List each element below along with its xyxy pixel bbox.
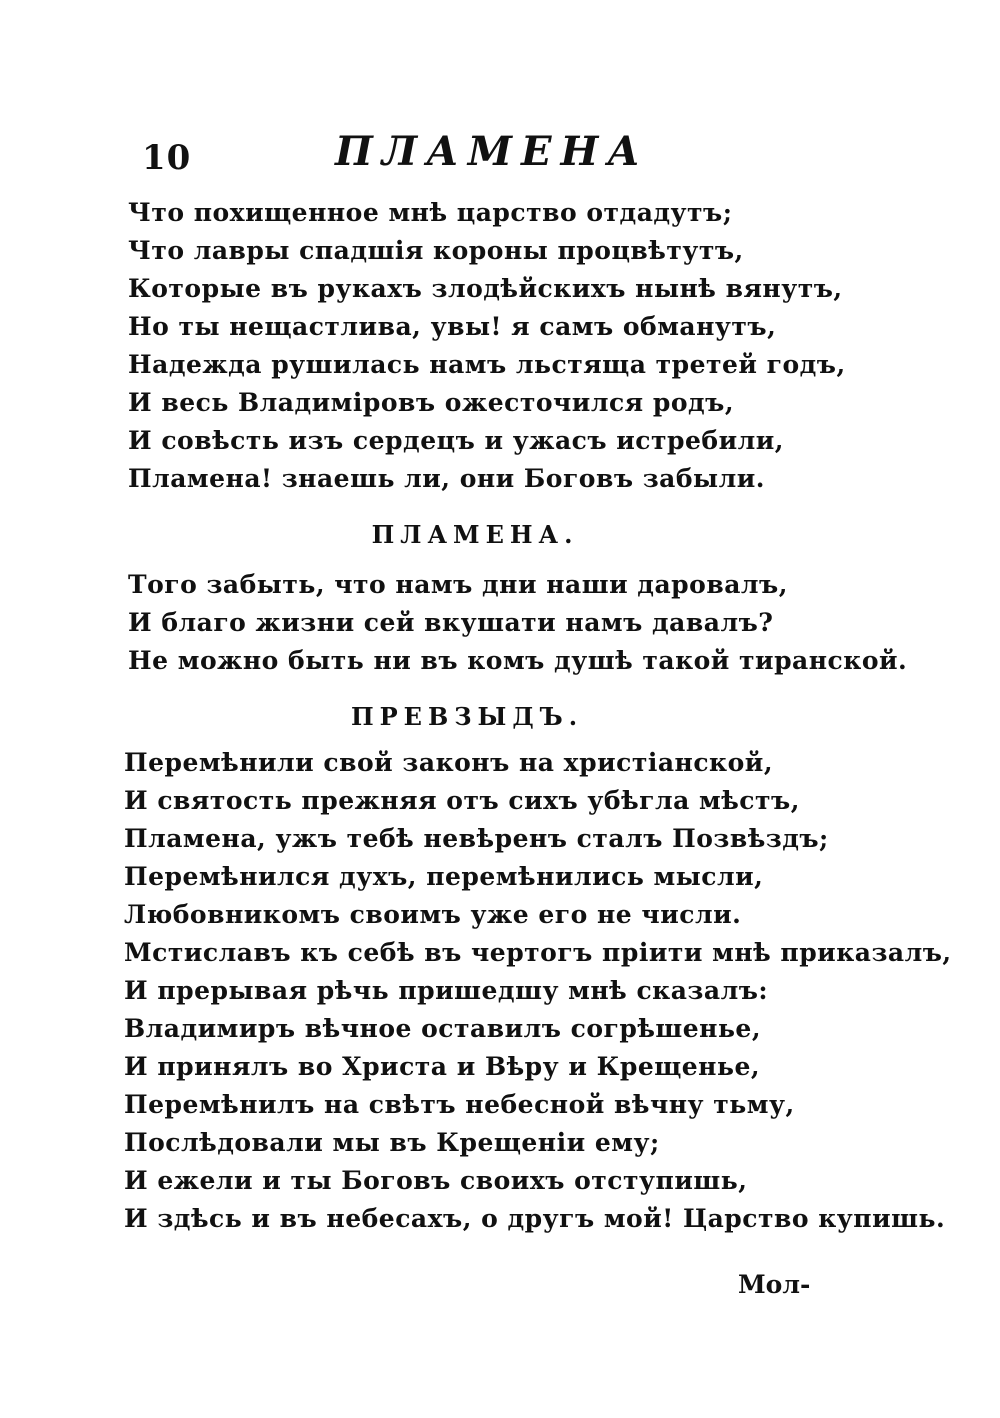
verse-line: Что похищенное мнѣ царство отдадутъ;: [128, 198, 733, 227]
verse-block-3: [124, 744, 952, 1238]
verse-line: Пламена! знаешь ли, они Боговъ забыли.: [128, 464, 765, 493]
verse-line: И здѣсь и въ небесахъ, о другъ мой! Царство купишь.: [124, 1204, 946, 1233]
verse-line: Перемѣнился духъ, перемѣнились мысли,: [124, 862, 764, 891]
catchword: Мол-: [738, 1270, 811, 1299]
verse-line: Послѣдовали мы въ Крещеніи ему;: [124, 1128, 660, 1157]
verse-line: Не можно быть ни въ комъ душѣ такой тиранской.: [128, 646, 908, 675]
verse-line: Надежда рушилась намъ льстяща третей годъ,: [128, 350, 846, 379]
verse-line: Перемѣнили свой законъ на христіанской,: [124, 748, 774, 777]
verse-line: И весь Владиміровъ ожесточился родъ,: [128, 388, 735, 417]
verse-line: Но ты нещастлива, увы! я самъ обманутъ,: [128, 312, 777, 341]
verse-line: И совѣсть изъ сердецъ и ужасъ истребили,: [128, 426, 784, 455]
verse-line: Которые въ рукахъ злодѣйскихъ нынѣ вянутъ,: [128, 274, 843, 303]
verse-line: И святость прежняя отъ сихъ убѣгла мѣстъ,: [124, 786, 800, 815]
speaker-heading-prevzyd: ПРЕВЗЫДЪ.: [350, 702, 584, 731]
verse-line: Любовникомъ своимъ уже его не числи.: [124, 900, 742, 929]
verse-block-2: [128, 566, 908, 680]
page-header: [140, 128, 840, 178]
speaker-heading-plamena: ПЛАМЕНА.: [371, 520, 579, 549]
verse-line: Того забыть, что намъ дни наши даровалъ,: [128, 570, 788, 599]
verse-line: И принялъ во Христа и Вѣру и Крещенье,: [124, 1052, 761, 1081]
verse-line: Что лавры спадшія короны процвѣтутъ,: [128, 236, 744, 265]
verse-line: Перемѣнилъ на свѣтъ небесной вѣчну тьму,: [124, 1090, 795, 1119]
verse-line: И прерывая рѣчь пришедшу мнѣ сказалъ:: [124, 976, 769, 1005]
running-title: ПЛАМЕНА: [335, 128, 649, 175]
verse-block-1: [128, 194, 848, 498]
verse-line: Пламена, ужъ тебѣ невѣренъ сталъ Позвѣздъ;: [124, 824, 829, 853]
verse-line: Мстиславъ къ себѣ въ чертогъ пріити мнѣ приказалъ,: [124, 938, 952, 967]
verse-line: И благо жизни сей вкушати намъ давалъ?: [128, 608, 774, 637]
page-number: 10: [142, 138, 192, 178]
verse-line: И ежели и ты Боговъ своихъ отступишь,: [124, 1166, 748, 1195]
verse-line: Владимиръ вѣчное оставилъ согрѣшенье,: [124, 1014, 762, 1043]
